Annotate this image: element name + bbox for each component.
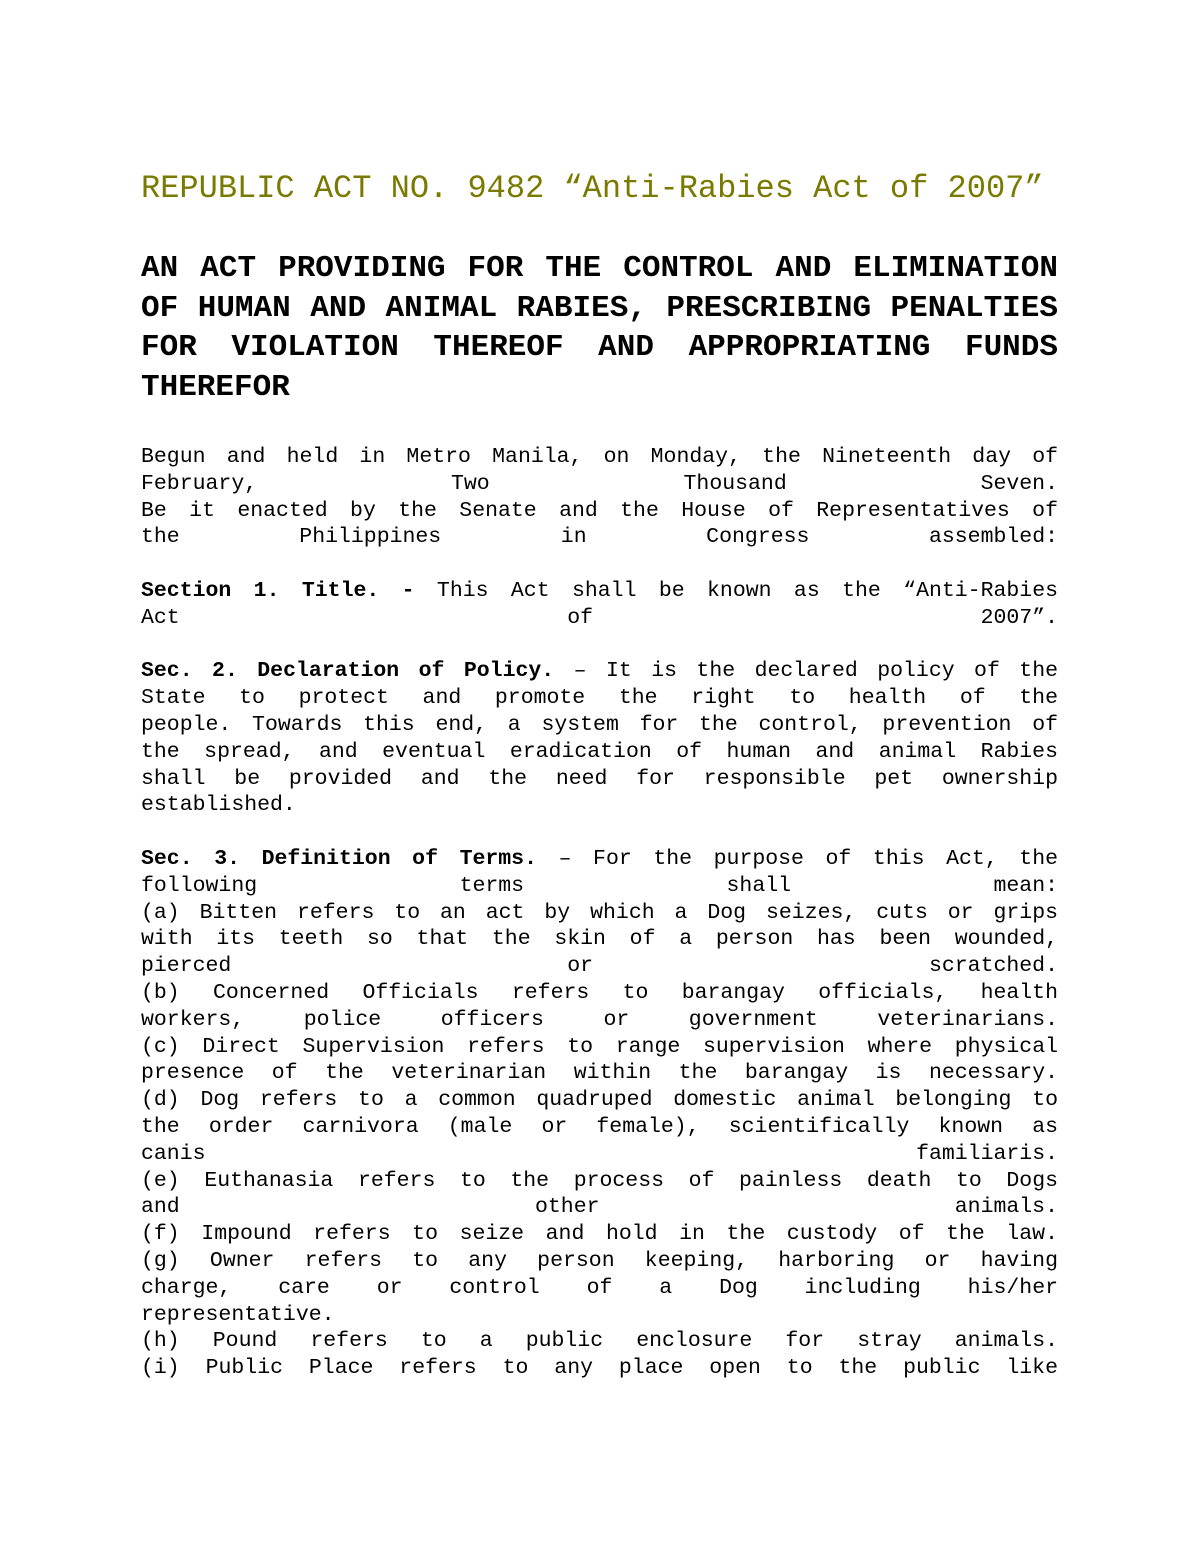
definition-line: (d) Dog refers to a common quadruped domestic animal belonging to xyxy=(141,1088,1058,1113)
spacer xyxy=(141,407,1058,444)
section-2-line: established. xyxy=(141,793,296,818)
section-1-text: This Act shall be known as the “Anti-Rabies xyxy=(436,578,1058,603)
section-2-line xyxy=(141,658,1058,685)
section-2-line: people. Towards this end, a system for the control, prevention of xyxy=(141,712,1058,737)
spacer xyxy=(141,632,1058,659)
preamble-line: Begun and held in Metro Manila, on Monday, the Nineteenth day of xyxy=(141,445,1058,469)
definition-line: (b) Concerned Officials refers to barangay officials, health xyxy=(141,980,1058,1005)
section-1-label: Section 1. Title. - xyxy=(141,578,415,603)
section-1-line: Act of 2007”. xyxy=(141,605,1058,630)
section-2-text: – It is the declared policy of the xyxy=(573,659,1058,684)
section-2 xyxy=(141,658,1058,819)
definition-line: (a) Bitten refers to an act by which a Dog seizes, cuts or grips xyxy=(141,900,1058,925)
section-3-label: Sec. 3. Definition of Terms. xyxy=(141,846,537,871)
definition-line: with its teeth so that the skin of a person has been wounded, xyxy=(141,927,1058,952)
section-2-line: State to protect and promote the right to health of the xyxy=(141,686,1058,711)
definition-line: (c) Direct Supervision refers to range supervision where physical xyxy=(141,1034,1058,1059)
definition-line: (i) Public Place refers to any place open to the public like xyxy=(141,1356,1058,1381)
act-heading: AN ACT PROVIDING FOR THE CONTROL AND ELIMINATION OF HUMAN AND ANIMAL RABIES, PRESCRIBING PENALTIES FOR VIOLATION THEREOF AND APPROPRIATING FUNDS THEREFOR xyxy=(141,251,1058,405)
definition-line: (g) Owner refers to any person keeping, harboring or having xyxy=(141,1248,1058,1273)
spacer xyxy=(141,551,1058,578)
definition-line: representative. xyxy=(141,1302,335,1327)
section-1 xyxy=(141,578,1058,632)
definition-line: charge, care or control of a Dog including his/her xyxy=(141,1275,1058,1300)
definition-line: canis familiaris. xyxy=(141,1141,1058,1166)
section-3-line: following terms shall mean: xyxy=(141,873,1058,898)
section-2-label: Sec. 2. Declaration of Policy. xyxy=(141,659,555,684)
section-3-text: – For the purpose of this Act, the xyxy=(558,846,1059,871)
section-3-line xyxy=(141,846,1058,873)
preamble-line: the Philippines in Congress assembled: xyxy=(141,525,1058,550)
definition-line: workers, police officers or government veterinarians. xyxy=(141,1007,1058,1032)
section-3 xyxy=(141,846,1058,1382)
preamble-line: February, Two Thousand Seven. xyxy=(141,471,1058,496)
definition-line: and other animals. xyxy=(141,1195,1058,1220)
document-page xyxy=(141,168,1058,1382)
definition-line: the order carnivora (male or female), scientifically known as xyxy=(141,1114,1058,1139)
definition-line: pierced or scratched. xyxy=(141,954,1058,979)
definition-line: (e) Euthanasia refers to the process of painless death to Dogs xyxy=(141,1168,1058,1193)
definition-line: presence of the veterinarian within the barangay is necessary. xyxy=(141,1061,1058,1086)
preamble-line: Be it enacted by the Senate and the House of Representatives of xyxy=(141,498,1058,523)
document-title: REPUBLIC ACT NO. 9482 “Anti-Rabies Act of 2007” xyxy=(141,170,1044,207)
section-2-line: shall be provided and the need for responsible pet ownership xyxy=(141,766,1058,791)
definition-line: (h) Pound refers to a public enclosure for stray animals. xyxy=(141,1329,1058,1354)
definition-line: (f) Impound refers to seize and hold in the custody of the law. xyxy=(141,1222,1058,1247)
section-2-line: the spread, and eventual eradication of human and animal Rabies xyxy=(141,739,1058,764)
preamble xyxy=(141,444,1058,551)
section-1-line xyxy=(141,578,1058,605)
spacer xyxy=(141,819,1058,846)
